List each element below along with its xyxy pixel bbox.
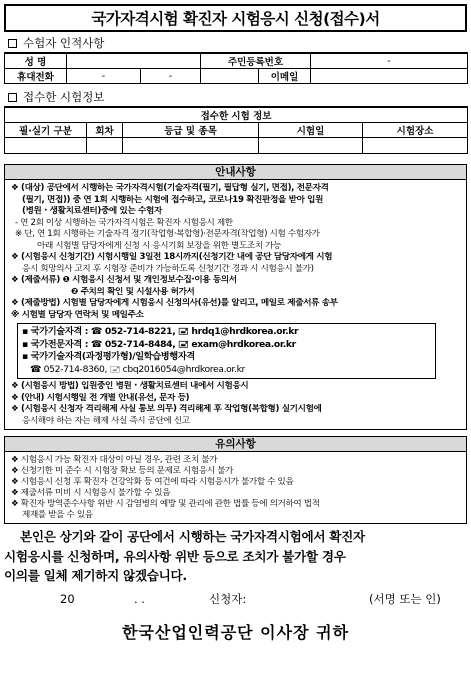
- notice-line: ❖ (제출서류) ❶ 시험응시 신청서 및 개인정보수집·이용 동의서: [11, 275, 237, 285]
- applicant-section-heading: [4, 34, 467, 52]
- contact-box: [17, 323, 436, 379]
- email-field[interactable]: [311, 69, 468, 84]
- resident-id-label: 주민등록번호: [201, 53, 311, 69]
- checkbox-icon: [8, 39, 17, 48]
- notice-line: (필기, 면접)) 중 연 1회 시행하는 시험에 접수하고, 코로나19 확진판정을 받아 입원: [22, 194, 324, 205]
- mobile-field-part2[interactable]: -: [141, 69, 201, 84]
- notice-line: (병원 · 생활치료센터)중에 있는 수험자: [22, 206, 162, 216]
- applicant-signature-label: 신청자:: [209, 591, 247, 606]
- notice-line: ❖ (시험응시 방법) 입원중인 병원 · 생활치료센터 내에서 시험응시: [11, 381, 249, 391]
- applicant-heading-text: 수험자 인적사항: [23, 36, 105, 50]
- notice-box: [4, 164, 467, 430]
- notice-line: ❖ (제출방법) 시험별 담당자에게 시험응시 신청의사(유선)를 알리고, 메일로 제출서류 송부: [11, 298, 338, 308]
- col-grade-subject: 등급 및 종목: [123, 123, 259, 138]
- notice-body: [5, 180, 466, 429]
- exam-table-title: 접수한 시험 정보: [5, 107, 468, 123]
- exam-info-table: [4, 106, 468, 154]
- name-field[interactable]: [67, 53, 201, 69]
- col-exam-date: 시험일: [259, 123, 363, 138]
- notice-line: 응시해야 하는 자는 해제 사실 즉시 공단에 신고: [22, 415, 190, 426]
- resident-id-field[interactable]: -: [311, 53, 468, 69]
- caution-box: [4, 436, 467, 524]
- notice-line: ❖ (안내) 시험시행일 전 개별 안내(유선, 문자 등): [11, 392, 190, 403]
- col-exam-type: 필·실기 구분: [5, 123, 87, 138]
- caution-line: ❖ 시험응시 신청 후 확진자 건강악화 등 여건에 따라 시험응시가 불가할 수 있음: [11, 477, 294, 487]
- notice-line: ❷ 주치의 확인 및 시설사용 허가서: [71, 286, 195, 297]
- notice-line: - 연 2회 이상 시행하는 국가자격시험은 확진자 시험응시 제한: [15, 217, 233, 228]
- caution-body: [5, 452, 466, 523]
- contact-line: ☎ 052-714-8360, 🖃 cbq2016054@hrdkorea.or.kr: [30, 363, 245, 375]
- notice-heading: 안내사항: [5, 165, 466, 180]
- date-separators: . .: [134, 591, 145, 606]
- exam-date-field[interactable]: [259, 138, 363, 154]
- notice-line: ❖ (대상) 공단에서 시행하는 국가자격시험(기술자격(필기, 필답형 실기, 면접), 전문자격: [11, 183, 329, 193]
- col-exam-place: 시험장소: [363, 123, 468, 138]
- notice-line: 아래 시험별 담당자에게 신청 시 응시기회 보장을 위한 별도조치 가능: [37, 240, 282, 251]
- grade-subject-field[interactable]: [123, 138, 259, 154]
- contact-line: ▪ 국가기술자격(과정평가형)/일학습병행자격: [22, 351, 195, 362]
- recipient: 한국산업인력공단 이사장 귀하: [121, 622, 350, 642]
- mobile-field-part1[interactable]: -: [67, 69, 141, 84]
- exam-place-field[interactable]: [363, 138, 468, 154]
- name-label: 성 명: [5, 53, 67, 69]
- exam-heading-text: 접수한 시험정보: [23, 90, 105, 104]
- caution-line: 제재를 받을 수 있음: [22, 510, 93, 520]
- mobile-field-part3[interactable]: [201, 69, 259, 84]
- contact-line: ▪ 국가기술자격 : ☎ 052-714-8221, 🖃 hrdq1@hrdkorea.or.kr: [22, 326, 299, 337]
- notice-line: ※ 단, 연 1회 시행하는 기술자격 정기(작업형·복합형)·전문자격(작업형) 시험 수험자가: [15, 229, 320, 239]
- col-round: 회차: [87, 123, 123, 138]
- exam-section-heading: [4, 88, 467, 106]
- notice-line: 응시 희망의사 고지 후 시험장 준비가 가능하도록 신청기간 경과 시 시험응시 불가): [22, 263, 314, 274]
- signature-hint: (서명 또는 인): [369, 591, 441, 606]
- caution-line: ❖ 제출서류 미비 시 시험응시 불가할 수 있음: [11, 488, 171, 498]
- form-title: 국가자격시험 확진자 시험응시 신청(접수)서: [4, 4, 467, 32]
- caution-line: ❖ 확진자 방역준수사항 위반 시 감염병의 예방 및 관리에 관한 법률 등에 의거하여 법적: [11, 499, 320, 509]
- email-label: 이메일: [259, 69, 311, 84]
- caution-heading: 유의사항: [5, 437, 466, 452]
- round-field[interactable]: [87, 138, 123, 154]
- declaration: [4, 527, 467, 586]
- date-year: 20: [60, 591, 75, 606]
- applicant-table: [4, 52, 468, 84]
- notice-line: ❖ (시험응시 신청기간) 시험시행일 3일전 18시까지(신청기간 내에 공단 담당자에게 시험: [11, 252, 333, 262]
- notice-line: ❖ (시험응시 신청자 격리해제 사실 통보 의무) 격리해제 후 작업형(복합형) 실기시험에: [11, 404, 322, 414]
- declaration-line: 시험응시를 신청하며, 유의사항 위반 등으로 조치가 불가할 경우: [4, 548, 346, 564]
- mobile-label: 휴대전화: [5, 69, 67, 84]
- caution-line: ❖ 신청기한 미 준수 시 시험장 확보 등의 문제로 시험응시 불가: [11, 466, 234, 476]
- caution-line: ❖ 시험응시 가능 확진자 대상이 아닐 경우, 관련 조치 불가: [11, 455, 218, 465]
- contact-line: ▪ 국가전문자격 : ☎ 052-714-8484, 🖃 exam@hrdkorea.or.kr: [22, 338, 296, 350]
- application-form: [4, 4, 467, 643]
- checkbox-icon: [8, 93, 17, 102]
- declaration-line: 이의를 일체 제기하지 않겠습니다.: [4, 568, 187, 583]
- notice-line: ※ 시험별 담당자 연락처 및 메일주소: [11, 309, 144, 320]
- exam-type-field[interactable]: [5, 138, 87, 154]
- date-signature-line: [4, 586, 467, 612]
- declaration-line: 본인은 상기와 같이 공단에서 시행하는 국가자격시험에서 확진자: [20, 529, 365, 544]
